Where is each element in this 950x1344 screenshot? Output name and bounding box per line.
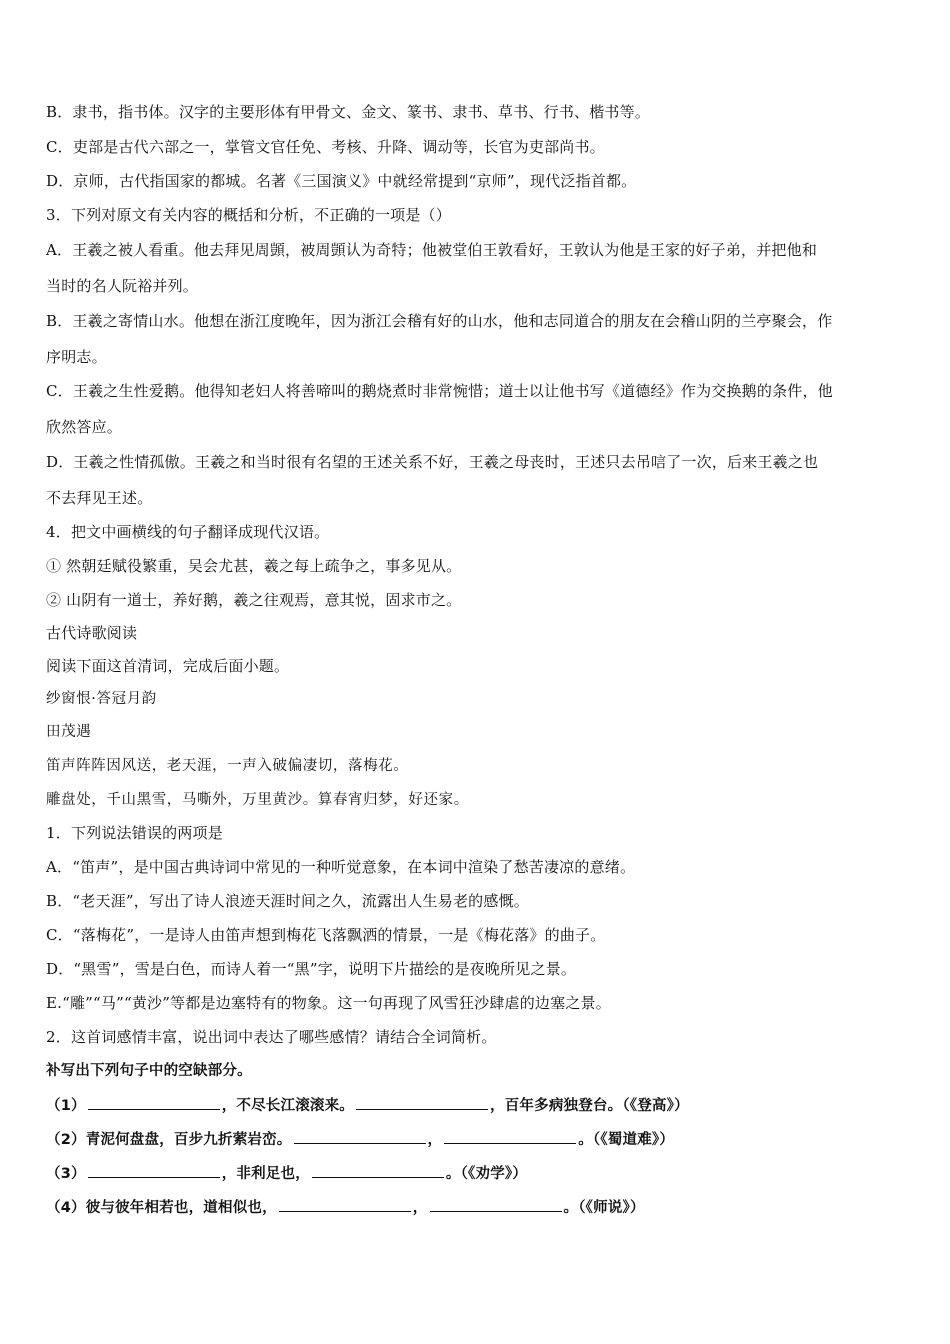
poem-line-2: 雕盘处，千山黑雪，马嘶外，万里黄沙。算春宵归梦，好还家。 [46, 792, 469, 808]
q3-option-a-line1: A．王羲之被人看重。他去拜见周顗，被周顗认为奇特；他被堂伯王敦看好，王敦认为他是王家的好子弟，并把他和 [46, 241, 818, 259]
q2-option-b: B．隶书，指书体。汉字的主要形体有甲骨文、金文、篆书、隶书、草书、行书、楷书等。 [46, 103, 651, 121]
poetry-section-title: 古代诗歌阅读 [46, 624, 138, 642]
q3-option-b-line1: B．王羲之寄情山水。他想在浙江度晚年，因为浙江会稽有好的山水，他和志同道合的朋友在会稽山阴的兰亭聚会，作 [46, 312, 833, 330]
fill-item-1 [46, 1095, 910, 1116]
fill-item-2-middle: ， [427, 1132, 443, 1148]
fill-item-1-prefix: （1） [46, 1098, 86, 1114]
fill-item-3-suffix: 。（《劝学》） [445, 1166, 528, 1182]
q3-option-a-line2: 当时的名人阮裕并列。 [46, 277, 199, 295]
fill-item-3 [46, 1163, 910, 1184]
poem-q1-option-d: D．“黑雪”，雪是白色，而诗人着一“黑”字，说明下片描绘的是夜晚所见之景。 [46, 960, 577, 978]
fill-item-4-prefix: （4）彼与彼年相若也，道相似也， [46, 1200, 277, 1216]
poem-q1-option-c: C．“落梅花”，一是诗人由笛声想到梅花飞落飘洒的情景，一是《梅花落》的曲子。 [46, 926, 606, 944]
q3-option-c-line1: C．王羲之生性爱鹅。他得知老妇人将善啼叫的鹅烧煮时非常惋惜；道士以让他书写《道德经》作为交换鹅的条件，他 [46, 382, 833, 400]
poem-q1-option-a: A．“笛声”，是中国古典诗词中常见的一种听觉意象，在本词中渲染了愁苦凄凉的意绪。 [46, 858, 636, 876]
fill-item-3-prefix: （3） [46, 1166, 86, 1182]
poetry-instruction: 阅读下面这首清词，完成后面小题。 [46, 657, 290, 675]
fill-item-4-middle: ， [412, 1200, 428, 1216]
q4-sentence-1: ① 然朝廷赋役繁重，吴会尤甚，羲之每上疏争之，事多见从。 [46, 557, 462, 575]
poem-q2-stem: 2．这首词感情丰富，说出词中表达了哪些感情？请结合全词简析。 [46, 1028, 497, 1046]
poem-q1-option-b: B．“老天涯”，写出了诗人浪迹天涯时间之久，流露出人生易老的感慨。 [46, 892, 529, 910]
q4-stem: 4．把文中画横线的句子翻译成现代汉语。 [46, 523, 330, 541]
poem-title: 纱窗恨·答冠月韵 [46, 691, 157, 707]
fill-item-3-middle: ，非利足也， [221, 1166, 310, 1182]
fill-item-1-suffix: ，百年多病独登台。（《登高》） [490, 1098, 689, 1114]
blank-input[interactable] [430, 1197, 562, 1212]
q3-option-b-line2: 序明志。 [46, 348, 107, 366]
q3-option-d-line2: 不去拜见王述。 [46, 489, 153, 507]
fill-item-4-suffix: 。（《师说》） [563, 1200, 645, 1216]
blank-input[interactable] [444, 1129, 576, 1144]
q4-sentence-2: ② 山阴有一道士，养好鹅，羲之往观焉，意其悦，固求市之。 [46, 591, 462, 609]
q3-option-c-line2: 欣然答应。 [46, 418, 123, 436]
blank-input[interactable] [356, 1095, 488, 1110]
fill-blank-heading: 补写出下列句子中的空缺部分。 [46, 1063, 252, 1079]
q3-stem: 3．下列对原文有关内容的概括和分析，不正确的一项是（） [46, 206, 451, 224]
q2-option-d: D．京师，古代指国家的都城。名著《三国演义》中就经常提到“京师”，现代泛指首都。 [46, 172, 637, 190]
fill-item-2-suffix: 。（《蜀道难》） [578, 1132, 675, 1148]
poem-q1-stem: 1．下列说法错误的两项是 [46, 824, 223, 842]
fill-item-2 [46, 1129, 910, 1150]
blank-input[interactable] [312, 1163, 444, 1178]
fill-item-4 [46, 1197, 910, 1218]
fill-item-2-prefix: （2）青泥何盘盘，百步九折萦岩峦。 [46, 1132, 292, 1148]
blank-input[interactable] [294, 1129, 426, 1144]
blank-input[interactable] [88, 1163, 220, 1178]
poem-line-1: 笛声阵阵因风送，老天涯，一声入破偏凄切，落梅花。 [46, 758, 409, 774]
poem-q1-option-e: E.“雕”“马”“黄沙”等都是边塞特有的物象。这一句再现了风雪狂沙肆虐的边塞之景。 [46, 994, 611, 1012]
fill-item-1-middle: ，不尽长江滚滚来。 [221, 1098, 355, 1114]
blank-input[interactable] [88, 1095, 220, 1110]
blank-input[interactable] [279, 1197, 411, 1212]
q3-option-d-line1: D．王羲之性情孤傲。王羲之和当时很有名望的王述关系不好，王羲之母丧时，王述只去吊唁了一次，后来王羲之也 [46, 453, 819, 471]
q2-option-c: C．吏部是古代六部之一，掌管文官任免、考核、升降、调动等，长官为吏部尚书。 [46, 138, 605, 156]
poem-author: 田茂遇 [46, 724, 92, 740]
